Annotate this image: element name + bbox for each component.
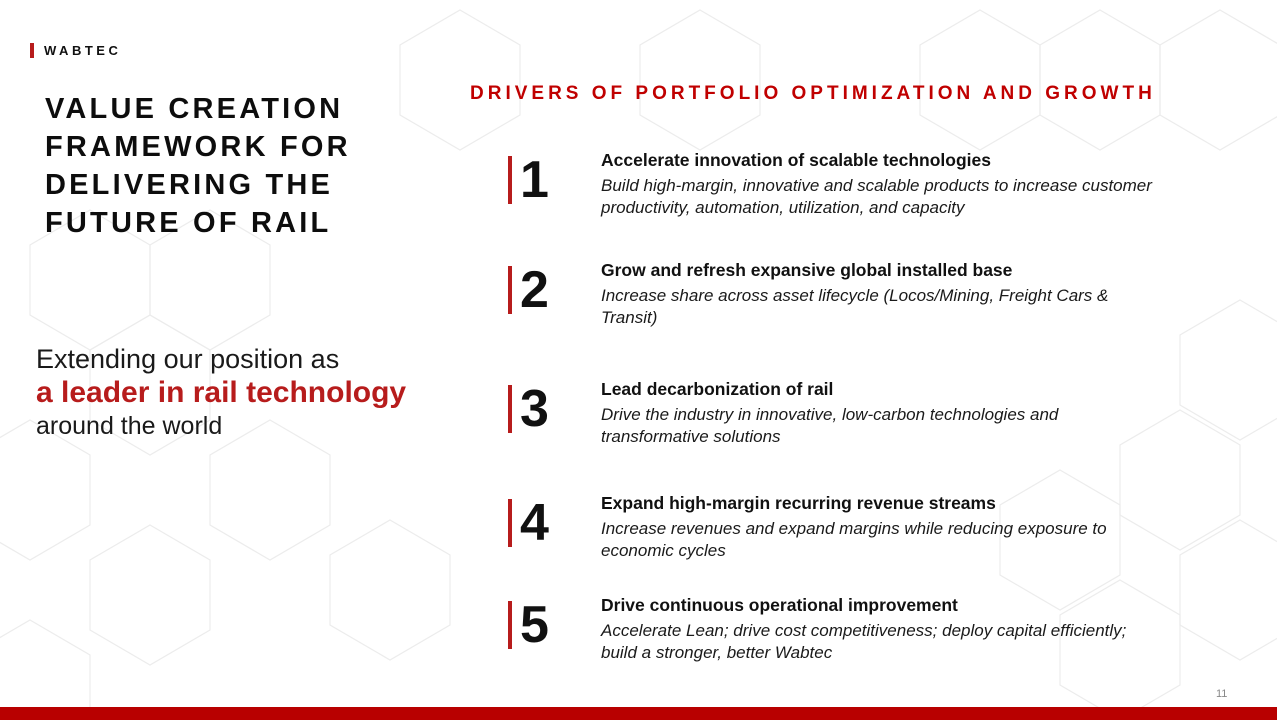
tagline [36, 343, 476, 441]
title-line-1: VALUE CREATION [45, 93, 344, 125]
driver-number: 4 [520, 494, 549, 552]
title-line-3: DELIVERING THE [45, 169, 334, 201]
driver-description: Build high-margin, innovative and scalable products to increase customer productivity, automation, utilization, and capacity [601, 176, 1152, 217]
brand-logo [30, 43, 121, 58]
driver-description: Increase share across asset lifecycle (Locos/Mining, Freight Cars & Transit) [601, 286, 1109, 327]
driver-accent-bar [508, 266, 512, 314]
driver-title: Accelerate innovation of scalable technologies [601, 150, 991, 170]
driver-title: Grow and refresh expansive global installed base [601, 260, 1013, 280]
driver-number: 3 [520, 380, 549, 438]
driver-title: Drive continuous operational improvement [601, 595, 958, 615]
page-title [45, 90, 445, 242]
title-line-2: FRAMEWORK FOR [45, 131, 351, 163]
driver-accent-bar [508, 156, 512, 204]
driver-accent-bar [508, 601, 512, 649]
tagline-line-1: Extending our position as [36, 344, 340, 374]
brand-accent-bar [30, 43, 34, 58]
driver-description: Increase revenues and expand margins while reducing exposure to economic cycles [601, 519, 1107, 560]
driver-accent-bar [508, 499, 512, 547]
driver-title: Lead decarbonization of rail [601, 379, 834, 399]
driver-description: Drive the industry in innovative, low-carbon technologies and transformative solutions [601, 405, 1059, 446]
driver-number: 5 [520, 596, 549, 654]
page-number: 11 [1216, 688, 1228, 700]
driver-number: 1 [520, 151, 549, 209]
driver-number: 2 [520, 261, 549, 319]
title-line-4: FUTURE OF RAIL [45, 207, 332, 239]
footer-bar [0, 707, 1277, 720]
tagline-highlight: a leader in rail technology [36, 376, 407, 409]
brand-name: WABTEC [44, 43, 122, 58]
driver-description: Accelerate Lean; drive cost competitiveness; deploy capital efficiently; build a stronger, better Wabtec [601, 621, 1127, 662]
drivers-heading: DRIVERS OF PORTFOLIO OPTIMIZATION AND GROWTH [470, 83, 1156, 104]
driver-title: Expand high-margin recurring revenue streams [601, 493, 996, 513]
driver-accent-bar [508, 385, 512, 433]
tagline-line-3: around the world [36, 412, 223, 440]
